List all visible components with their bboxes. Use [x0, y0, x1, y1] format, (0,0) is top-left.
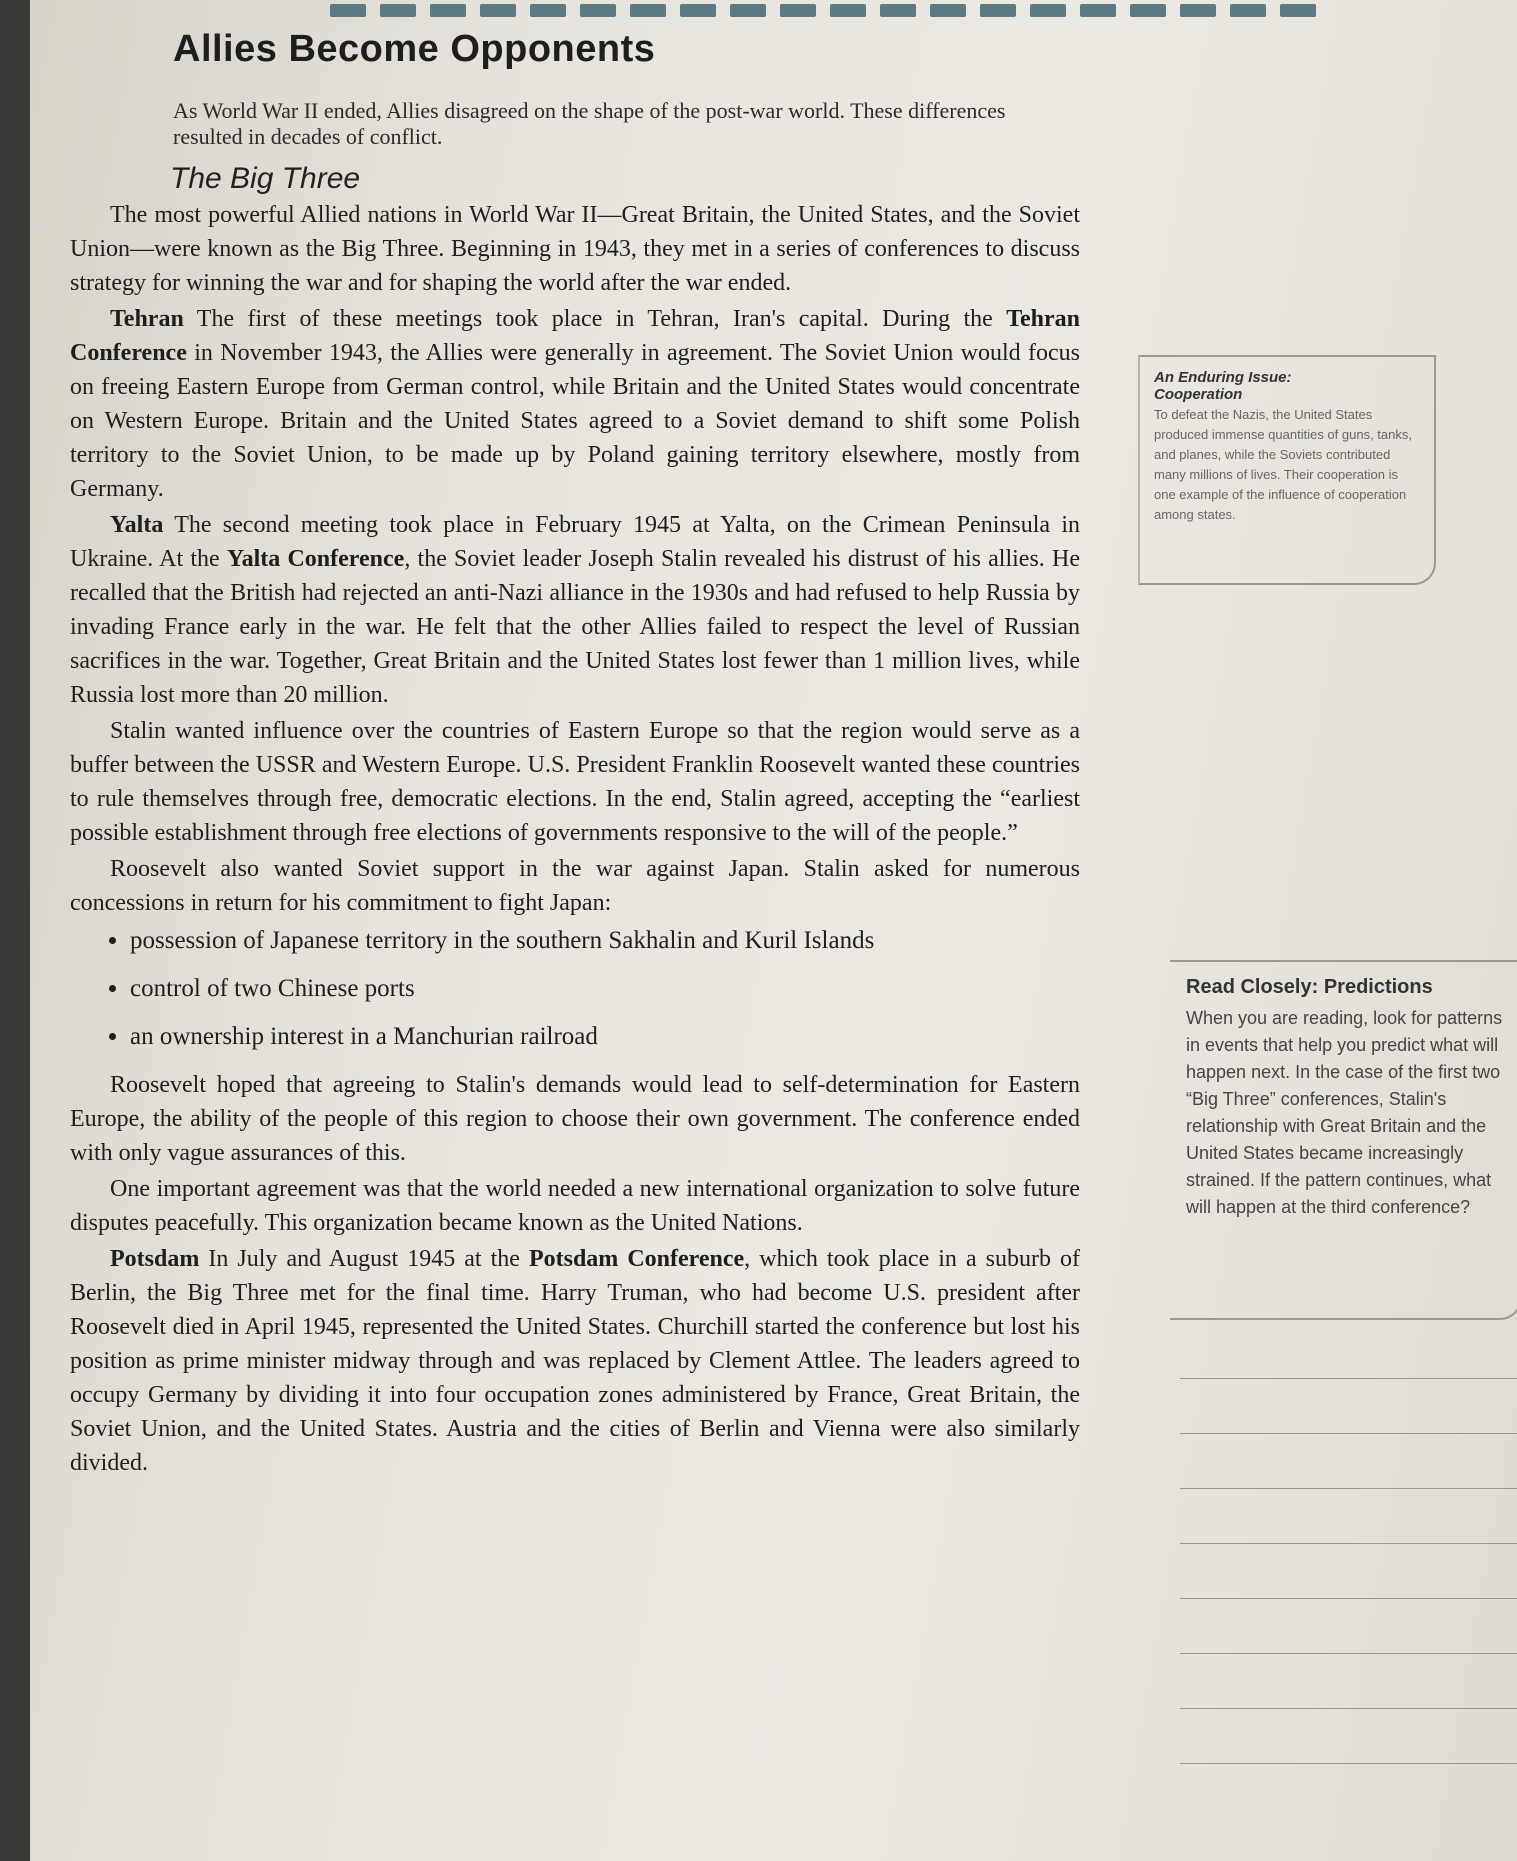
list-item: • an ownership interest in a Manchurian railroad	[130, 1020, 1080, 1054]
section-heading: The Big Three	[170, 162, 361, 195]
key-term: Potsdam Conference	[528, 1246, 745, 1272]
answer-line[interactable]	[1180, 1763, 1517, 1764]
paragraph: The most powerful Allied nations in World War II—Great Britain, the United States, and the Soviet Union—were known as the Big Three. Beginning in 1943, they met in a series of conferences to discuss strategy for winning the war and for shaping the world after the war ended.	[70, 202, 1080, 296]
paragraph: Roosevelt also wanted Soviet support in the war against Japan. Stalin asked for numerous concessions in return for his commitment to fight Japan:	[70, 856, 1080, 916]
paragraph-label: Tehran	[110, 306, 184, 332]
main-text-column	[70, 198, 1080, 1482]
box-title: Read Closely: Predictions	[1186, 976, 1433, 998]
paragraph: Stalin wanted influence over the countries of Eastern Europe so that the region would serve as a buffer between the USSR and Western Europe. U.S. President Franklin Roosevelt wanted these countries to rule themselves through free, democratic elections. In the end, Stalin agreed, accepting the “earliest possible establishment through free elections of governments responsive to the will of the people.”	[70, 718, 1080, 846]
enduring-issue-box	[1138, 355, 1436, 585]
paragraph: Tehran The first of these meetings took place in Tehran, Iran's capital. During the Tehran Conference in November 1943, the Allies were generally in agreement. The Soviet Union would focus on freeing Eastern Europe from German control, while Britain and the United States would concentrate on Western Europe. Britain and the United States agreed to a Soviet demand to shift some Polish territory to the Soviet Union, to be made up by Poland gaining territory elsewhere, mostly from Germany.	[70, 306, 1080, 502]
box-subtitle: Cooperation	[1154, 386, 1243, 403]
paragraph-label: Yalta	[110, 512, 164, 538]
paragraph: One important agreement was that the world needed a new international organization to solve future disputes peacefully. This organization became known as the United Nations.	[70, 1176, 1080, 1236]
paragraph-label: Potsdam	[110, 1246, 200, 1272]
decorative-header-bar	[330, 4, 1316, 17]
paragraph: Yalta The second meeting took place in February 1945 at Yalta, on the Crimean Peninsula in Ukraine. At the Yalta Conference, the Soviet leader Joseph Stalin revealed his distrust of his allies. He recalled that the British had rejected an anti-Nazi alliance in the 1930s and had refused to help Russia by invading France early in the war. He felt that the other Allies failed to respect the level of Russian sacrifices in the war. Together, Great Britain and the United States lost fewer than 1 million lives, while Russia lost more than 20 million.	[70, 512, 1080, 708]
answer-line[interactable]	[1180, 1488, 1517, 1489]
paragraph: Potsdam In July and August 1945 at the Potsdam Conference, which took place in a suburb of Berlin, the Big Three met for the final time. Harry Truman, who had become U.S. president after Roosevelt died in April 1945, represented the United States. Churchill started the conference but lost his position as prime minister midway through and was replaced by Clement Attlee. The leaders agreed to occupy Germany by dividing it into four occupation zones administered by France, Great Britain, the Soviet Union, and the United States. Austria and the cities of Berlin and Vienna were also similarly divided.	[70, 1246, 1081, 1476]
answer-line[interactable]	[1180, 1598, 1517, 1599]
key-term: Yalta Conference	[226, 546, 405, 572]
textbook-page	[30, 0, 1517, 1861]
answer-line[interactable]	[1180, 1708, 1517, 1709]
key-term: Tehran Conference	[70, 306, 1080, 366]
paragraph: Roosevelt hoped that agreeing to Stalin's demands would lead to self-determination for Eastern Europe, the ability of the people of this region to choose their own government. The conference ended with only vague assurances of this.	[70, 1072, 1080, 1166]
list-item: • control of two Chinese ports	[130, 972, 1080, 1006]
answer-line[interactable]	[1180, 1543, 1517, 1544]
answer-line[interactable]	[1180, 1378, 1517, 1379]
answer-line[interactable]	[1180, 1433, 1517, 1434]
concessions-list	[90, 924, 1080, 1054]
list-item: • possession of Japanese territory in the southern Sakhalin and Kuril Islands	[130, 924, 1080, 958]
box-text: When you are reading, look for patterns in events that help you predict what will happen next. In the case of the first two “Big Three” conferences, Stalin's relationship with Great Britain and the United States became increasingly strained. If the pattern continues, what will happen at the third conference?	[1186, 1008, 1503, 1217]
box-text: To defeat the Nazis, the United States produced immense quantities of guns, tanks, and planes, while the Soviets contributed many millions of lives. Their cooperation is one example of the influence of cooperation among states.	[1154, 407, 1412, 522]
page-title: Allies Become Opponents	[173, 28, 656, 70]
answer-line[interactable]	[1180, 1653, 1517, 1654]
box-title: An Enduring Issue:	[1154, 369, 1292, 386]
read-closely-box	[1170, 960, 1517, 1320]
intro-text: As World War II ended, Allies disagreed on the shape of the post-war world. These differences resulted in decades of conflict.	[173, 98, 1006, 149]
